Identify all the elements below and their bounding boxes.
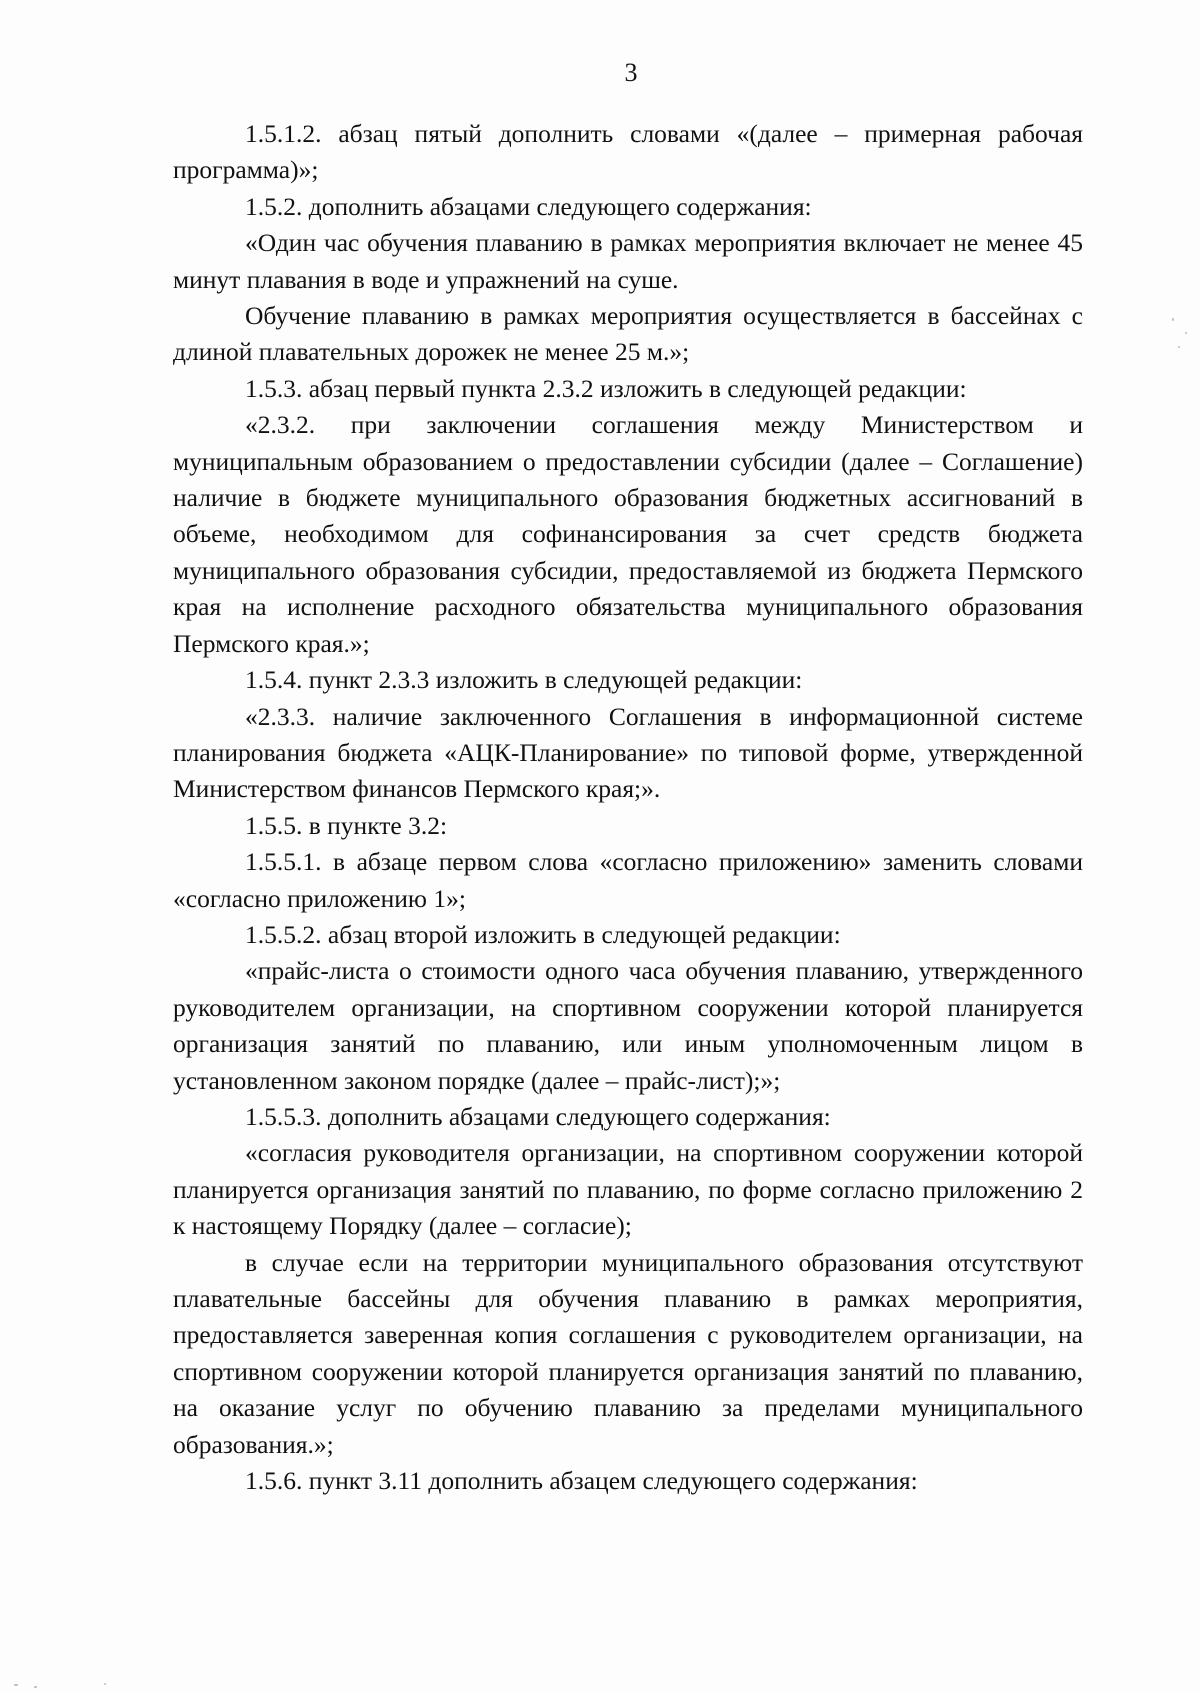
quote-no-pools: в случае если на территории муниципального образования отсутствуют плавательные бассейны для обучения плаванию в рамках мероприятия, предоставляется заверенная копия соглашения с руководителем организации, на спортивном сооружении которой планируется организация занятий по плаванию, на оказание услуг по обучению плаванию за пределами муниципального образования.»;	[173, 1247, 1083, 1459]
paragraph-1-5-5: 1.5.5. в пункте 3.2:	[245, 810, 448, 840]
scan-speck	[14, 1684, 18, 1686]
quote-price-list: «прайс-листа о стоимости одного часа обучения плаванию, утвержденного руководителем организации, на спортивном сооружении которой планируется организация занятий по плаванию, или иным уполномоченным лицом в установленном законом порядке (далее – прайс-лист);»;	[173, 956, 1083, 1095]
scan-speck	[1178, 346, 1180, 348]
paragraph-1-5-6: 1.5.6. пункт 3.11 дополнить абзацем следующего содержания:	[245, 1466, 918, 1496]
quote-2-3-2: «2.3.2. при заключении соглашения между Министерством и муниципальным образованием о предоставлении субсидии (далее – Соглашение) наличие в бюджете муниципального образования бюджетных ассигнований в объеме, необходимом для софинансирования за счет средств бюджета муниципального образования субсидии, предоставляемой из бюджета Пермского края на исполнение расходного обязательства муниципального образования Пермского края.»;	[173, 410, 1083, 658]
paragraph-1-5-5-1: 1.5.5.1. в абзаце первом слова «согласно приложению» заменить словами «согласно приложению 1»;	[173, 847, 1083, 913]
paragraph-1-5-5-2: 1.5.5.2. абзац второй изложить в следующей редакции:	[245, 919, 841, 949]
scan-speck	[1172, 318, 1174, 321]
quote-swimming-hour: «Один час обучения плаванию в рамках мероприятия включает не менее 45 минут плавания в воде и упражнений на суше.	[173, 228, 1083, 294]
quote-pool-length: Обучение плаванию в рамках мероприятия осуществляется в бассейнах с длиной плавательных дорожек не менее 25 м.»;	[173, 301, 1083, 367]
paragraph-1-5-1-2: 1.5.1.2. абзац пятый дополнить словами «(далее – примерная рабочая программа)»;	[173, 119, 1083, 185]
scan-speck	[1185, 332, 1187, 334]
paragraph-1-5-2: 1.5.2. дополнить абзацами следующего содержания:	[245, 191, 812, 221]
document-body	[173, 116, 1083, 1499]
scan-speck	[34, 1686, 37, 1688]
paragraph-1-5-3: 1.5.3. абзац первый пункта 2.3.2 изложить в следующей редакции:	[245, 373, 967, 403]
paragraph-1-5-5-3: 1.5.5.3. дополнить абзацами следующего содержания:	[245, 1101, 831, 1131]
scan-speck	[104, 1683, 106, 1685]
page-number: 3	[624, 58, 638, 87]
quote-2-3-3: «2.3.3. наличие заключенного Соглашения в информационной системе планирования бюджета «АЦК-Планирование» по типовой форме, утвержденной Министерством финансов Пермского края;».	[173, 701, 1083, 804]
quote-consent: «согласия руководителя организации, на спортивном сооружении которой планируется организация занятий по плаванию, по форме согласно приложению 2 к настоящему Порядку (далее – согласие);	[173, 1138, 1083, 1241]
paragraph-1-5-4: 1.5.4. пункт 2.3.3 изложить в следующей редакции:	[245, 665, 803, 695]
